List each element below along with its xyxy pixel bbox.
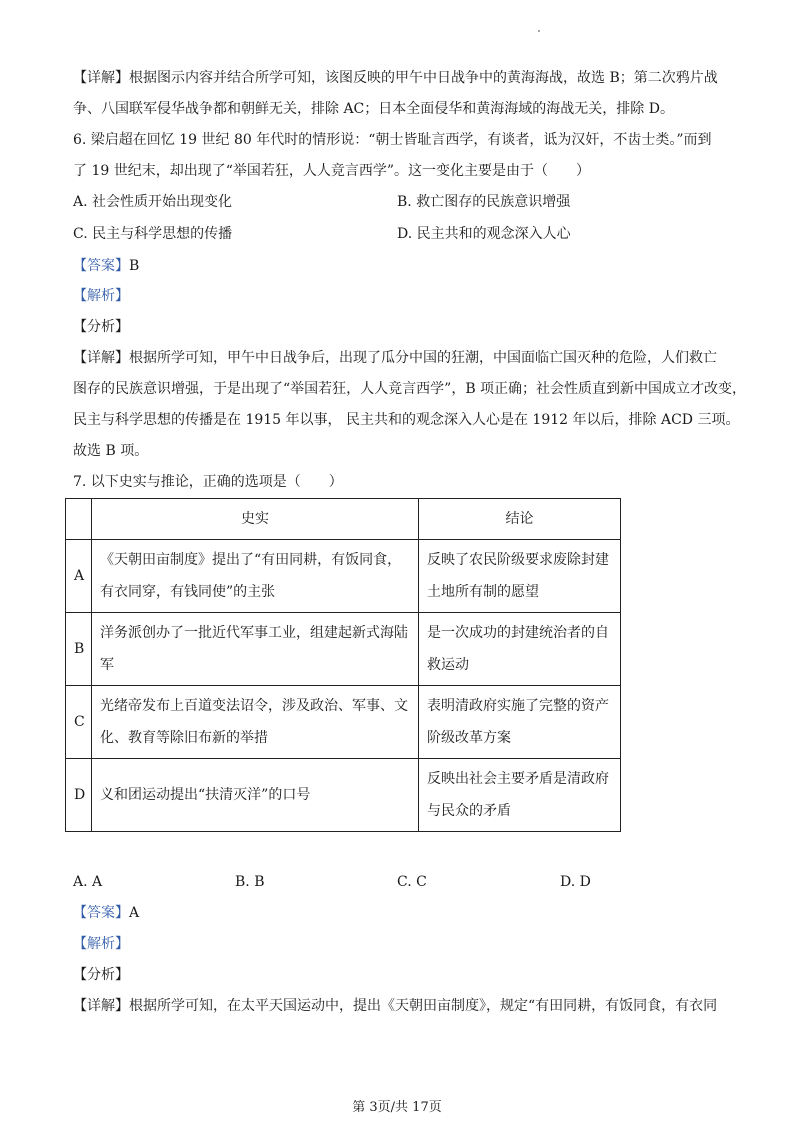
q6-stem-line-1: 6. 梁启超在回忆 19 世纪 80 年代时的情形说：“朝士皆耻言西学，有谈者，诋为汉奸，不齿士类。”而到 (73, 132, 712, 148)
table-row (66, 540, 621, 613)
q7-analysis-label: 【解析】 (73, 936, 129, 952)
q6-answer (73, 256, 139, 276)
q6-option-d: D. 民主共和的观念深入人心 (397, 226, 571, 242)
q7-stem: 7. 以下史实与推论，正确的选项是（ ） (73, 474, 343, 490)
fact-line: 军 (100, 657, 114, 673)
fact-line: 洋务派创办了一批近代军事工业，组建起新式海陆 (100, 625, 408, 641)
q6-answer-label: 【答案】 (73, 258, 129, 274)
q7-fenxi-label: 【分析】 (73, 967, 129, 983)
conclusion-line: 反映出社会主要矛盾是清政府 (427, 771, 609, 787)
fact-line: 光绪帝发布上百道变法诏令，涉及政治、军事、文 (100, 698, 408, 714)
conclusion-line: 表明清政府实施了完整的资产 (427, 698, 609, 714)
q6-option-b: B. 救亡图存的民族意识增强 (397, 194, 571, 210)
prev-detail-line-2: 争、八国联军侵华战争都和朝鲜无关，排除 AC；日本全面侵华和黄海海域的海战无关，排除 D。 (73, 101, 674, 117)
table-row (66, 686, 621, 759)
conclusion-line: 与民众的矛盾 (427, 803, 511, 819)
q6-detail-line-3: 民主与科学思想的传播是在 1915 年以事， 民主共和的观念深入人心是在 1912 年以后，排除 ACD 三项。 (73, 412, 740, 428)
q7-row-fact (92, 759, 419, 832)
q7-answer (73, 903, 139, 923)
q7-option-c: C. C (397, 874, 427, 890)
q7-table (65, 498, 621, 832)
prev-detail-line-1: 【详解】根据图示内容并结合所学可知，该图反映的甲午中日战争中的黄海海战，故选 B；第二次鸦片战 (73, 70, 718, 86)
conclusion-line: 反映了农民阶级要求废除封建 (427, 552, 609, 568)
q7-header-blank (66, 499, 92, 540)
fact-line: 有衣同穿，有钱同使”的主张 (100, 584, 276, 600)
q7-detail-line: 【详解】根据所学可知，在太平天国运动中，提出《天朝田亩制度》，规定“有田同耕，有饭同食，有衣同 (73, 998, 718, 1014)
table-row (66, 759, 621, 832)
q7-row-conclusion (419, 613, 621, 686)
page-footer: 第 3页/共 17页 (352, 1100, 442, 1115)
fact-line: 《天朝田亩制度》提出了“有田同耕，有饭同食， (100, 552, 402, 568)
q7-header-fact: 史实 (92, 499, 419, 540)
q6-stem-line-2: 了 19 世纪末，却出现了“举国若狂，人人竞言西学”。这一变化主要是由于（ ） (73, 163, 591, 179)
fact-line: 义和团运动提出“扶清灭洋”的口号 (100, 787, 311, 803)
q6-detail-line-2: 图存的民族意识增强，于是出现了“举国若狂，人人竞言西学”，B 项正确；社会性质直到新中国成立才改变， (73, 381, 747, 397)
q7-header-conclusion: 结论 (419, 499, 621, 540)
q6-option-a: A. 社会性质开始出现变化 (73, 194, 233, 210)
conclusion-line: 阶级改革方案 (427, 730, 511, 746)
q6-fenxi-label: 【分析】 (73, 319, 129, 335)
conclusion-line: 救运动 (427, 657, 469, 673)
q7-row-letter: C (66, 686, 92, 759)
q6-detail-line-4: 故选 B 项。 (73, 443, 149, 459)
q7-row-letter: B (66, 613, 92, 686)
speck-dot (538, 30, 540, 32)
q6-detail-line-1: 【详解】根据所学可知，甲午中日战争后，出现了瓜分中国的狂潮，中国面临亡国灭种的危险，人们救亡 (73, 350, 717, 366)
fact-line: 化、教育等除旧布新的举措 (100, 730, 268, 746)
q7-row-conclusion (419, 686, 621, 759)
q7-option-d: D. D (560, 874, 591, 890)
q7-row-conclusion (419, 540, 621, 613)
q7-row-fact (92, 540, 419, 613)
q6-answer-value: B (129, 258, 140, 274)
q7-row-conclusion (419, 759, 621, 832)
q6-analysis-label: 【解析】 (73, 288, 129, 304)
q7-table-header-row (66, 499, 621, 540)
conclusion-line: 是一次成功的封建统治者的自 (427, 625, 609, 641)
q7-answer-value: A (129, 905, 140, 921)
q7-row-fact (92, 613, 419, 686)
q7-row-fact (92, 686, 419, 759)
q7-option-a: A. A (73, 874, 103, 890)
q7-option-b: B. B (235, 874, 265, 890)
q7-row-letter: D (66, 759, 92, 832)
conclusion-line: 土地所有制的愿望 (427, 584, 539, 600)
table-row (66, 613, 621, 686)
q7-row-letter: A (66, 540, 92, 613)
q6-option-c: C. 民主与科学思想的传播 (73, 226, 233, 242)
q7-answer-label: 【答案】 (73, 905, 129, 921)
